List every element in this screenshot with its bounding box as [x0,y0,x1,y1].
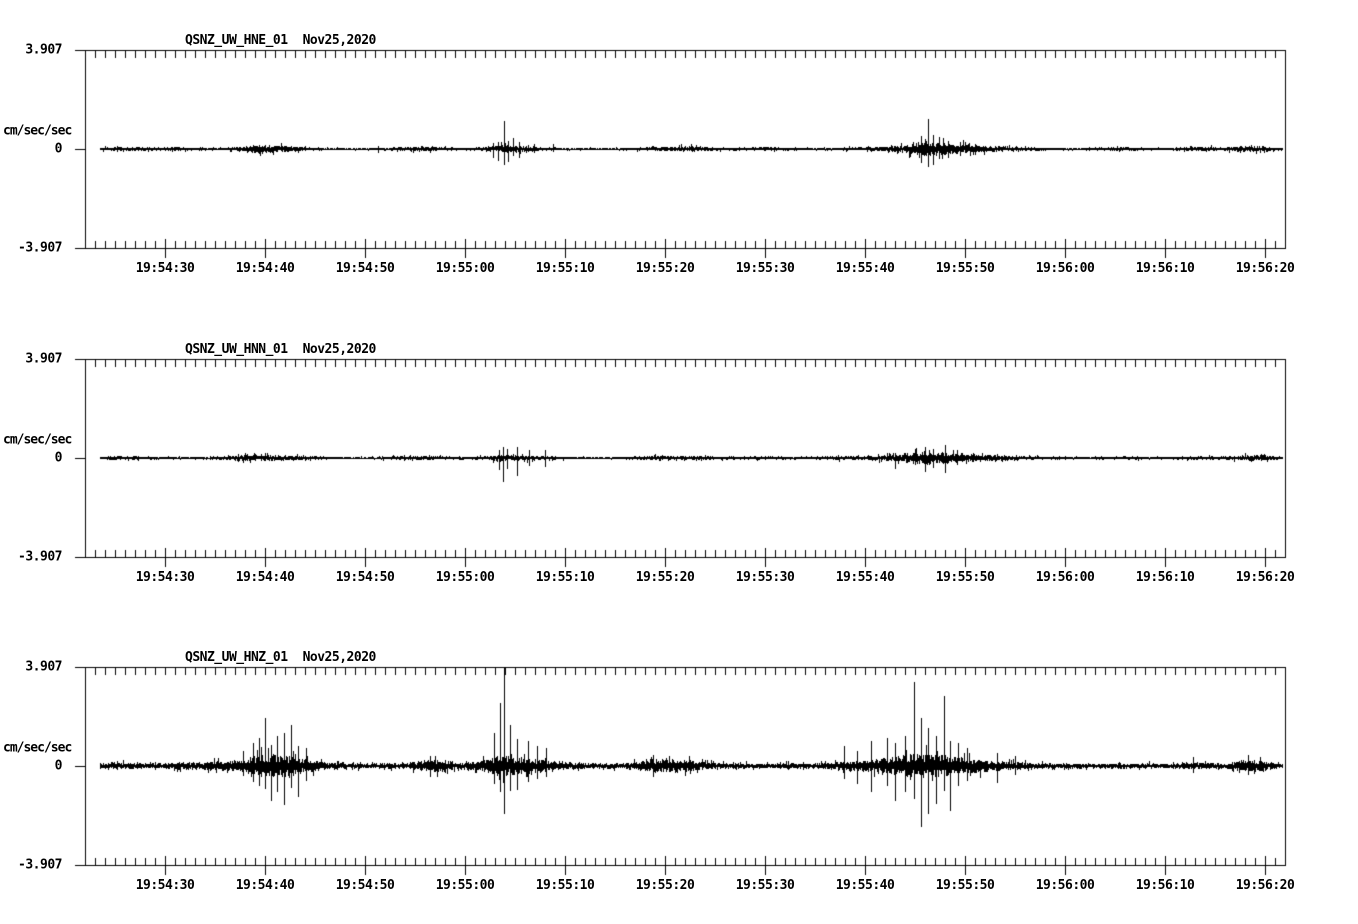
x-tick-label: 19:55:30 [735,570,795,585]
x-tick-label: 19:55:40 [835,878,895,893]
x-tick-label: 19:55:30 [735,261,795,276]
x-tick-label: 19:56:10 [1135,570,1195,585]
trace-date: Nov25,2020 [302,342,376,357]
x-tick-label: 19:54:40 [235,878,295,893]
x-tick-label: 19:54:40 [235,570,295,585]
y-axis-max-label: 3.907 [25,42,62,58]
y-axis-min-label: -3.907 [18,857,62,873]
trace-date: Nov25,2020 [302,33,376,48]
x-tick-label: 19:54:50 [335,261,395,276]
x-tick-label: 19:55:10 [535,570,595,585]
x-tick-label: 19:55:40 [835,570,895,585]
trace-station-id: QSNZ_UW_HNE_01 [185,33,288,48]
x-tick-label: 19:54:50 [335,570,395,585]
y-axis-unit-label: cm/sec/sec [3,740,72,756]
y-axis-zero-label: 0 [54,141,62,157]
y-axis-zero-label: 0 [54,758,62,774]
y-axis-unit-label: cm/sec/sec [3,432,72,448]
x-tick-label: 19:56:20 [1235,878,1295,893]
x-tick-label: 19:55:40 [835,261,895,276]
x-tick-label: 19:54:30 [135,878,195,893]
x-tick-label: 19:56:20 [1235,261,1295,276]
trace-title [185,33,376,48]
y-axis-min-label: -3.907 [18,240,62,256]
x-tick-label: 19:56:00 [1035,570,1095,585]
y-axis-zero-label: 0 [54,450,62,466]
waveform-canvas-hnz [0,665,1358,881]
x-tick-label: 19:56:00 [1035,261,1095,276]
y-axis-max-label: 3.907 [25,351,62,367]
seismogram-panel-hnz [0,649,1358,899]
x-tick-label: 19:55:00 [435,261,495,276]
x-tick-label: 19:55:50 [935,878,995,893]
trace-station-id: QSNZ_UW_HNZ_01 [185,650,288,665]
x-tick-label: 19:55:20 [635,261,695,276]
trace-title [185,342,376,357]
x-tick-label: 19:56:00 [1035,878,1095,893]
x-tick-label: 19:54:50 [335,878,395,893]
x-tick-label: 19:56:20 [1235,570,1295,585]
trace-date: Nov25,2020 [302,650,376,665]
x-tick-label: 19:54:30 [135,261,195,276]
x-tick-label: 19:56:10 [1135,261,1195,276]
y-axis-max-label: 3.907 [25,659,62,675]
waveform-canvas-hnn [0,357,1358,573]
x-tick-label: 19:55:00 [435,878,495,893]
x-tick-label: 19:55:20 [635,878,695,893]
trace-title [185,650,376,665]
x-tick-label: 19:55:30 [735,878,795,893]
x-tick-label: 19:55:50 [935,570,995,585]
x-tick-label: 19:54:40 [235,261,295,276]
y-axis-unit-label: cm/sec/sec [3,123,72,139]
y-axis-min-label: -3.907 [18,549,62,565]
x-tick-label: 19:55:10 [535,261,595,276]
trace-station-id: QSNZ_UW_HNN_01 [185,342,288,357]
x-tick-label: 19:55:20 [635,570,695,585]
x-tick-label: 19:56:10 [1135,878,1195,893]
x-tick-label: 19:55:00 [435,570,495,585]
seismogram-panel-hnn [0,341,1358,591]
waveform-canvas-hne [0,48,1358,264]
x-tick-label: 19:54:30 [135,570,195,585]
x-tick-label: 19:55:50 [935,261,995,276]
x-tick-label: 19:55:10 [535,878,595,893]
seismogram-panel-hne [0,32,1358,282]
